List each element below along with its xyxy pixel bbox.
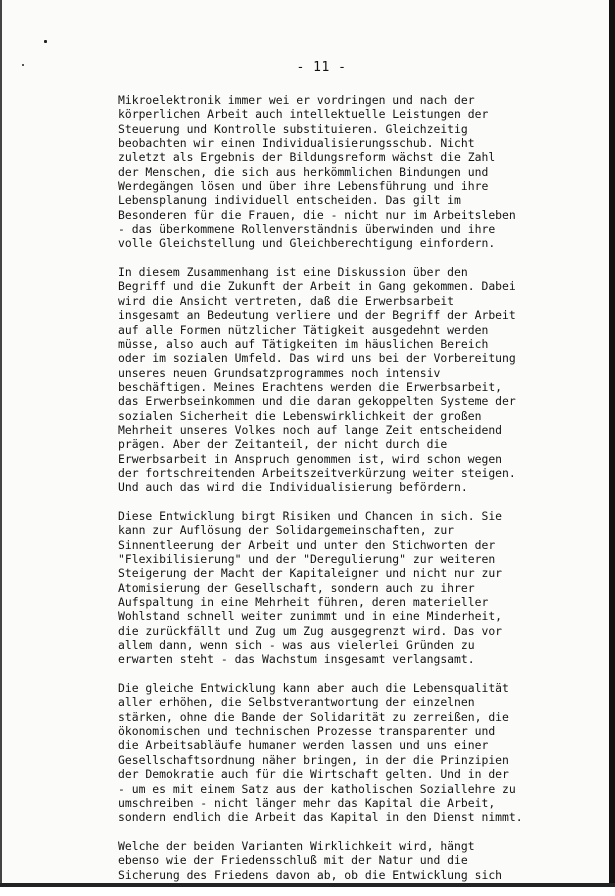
scan-right-edge — [609, 0, 615, 887]
text-line: allem dann, wenn sich - was aus vielerlei Gründen zu — [118, 638, 475, 653]
text-line: müsse, also auch auf Tätigkeiten im häuslichen Bereich — [118, 336, 489, 351]
text-line: sondern endlich die Arbeit das Kapital in den Dienst nimmt. — [118, 810, 523, 825]
text-line: Werdegängen lösen und über ihre Lebensführung und ihre — [118, 179, 489, 194]
text-line: Gesellschaftsordnung näher bringen, in der die Prinzipien — [118, 752, 509, 767]
text-line: erwarten steht - das Wachstum insgesamt verlangsamt. — [118, 652, 475, 667]
text-line: - um es mit einem Satz aus der katholischen Soziallehre zu — [118, 781, 516, 796]
text-line: Erwerbsarbeit in Anspruch genommen ist, wird schon wegen — [118, 451, 503, 466]
text-line: Begriff und die Zukunft der Arbeit in Gang gekommen. Dabei — [118, 279, 516, 294]
text-line: Welche der beiden Varianten Wirklichkeit wird, hängt — [118, 838, 475, 853]
text-line: "Flexibilisierung" und der "Deregulierung" zur weiteren — [118, 552, 496, 566]
text-line: das Erwerbseinkommen und die daran gekoppelten Systeme der — [118, 394, 516, 409]
text-line: prägen. Aber der Zeitanteil, der nicht durch die — [118, 437, 448, 452]
paragraph — [118, 93, 558, 251]
text-line: Aufspaltung in eine Mehrheit führen, deren materieller — [118, 595, 489, 610]
text-line: Steigerung der Macht der Kapitaleigner und nicht nur zur — [118, 566, 503, 581]
text-line: ebenso wie der Friedensschluß mit der Natur und die — [118, 853, 468, 868]
document-body — [118, 93, 558, 896]
text-line: In diesem Zusammenhang ist eine Diskussion über den — [118, 265, 468, 280]
text-line: Besonderen für die Frauen, die - nicht nur im Arbeitsleben — [118, 207, 516, 222]
text-line: Wohlstand schnell weiter zunimmt und in eine Minderheit, — [118, 609, 503, 624]
paragraph — [118, 839, 558, 882]
text-line: der fortschreitenden Arbeitszeitverkürzung weiter steigen. — [118, 465, 516, 480]
text-line: Diese Entwicklung birgt Risiken und Chancen in sich. Sie — [118, 508, 503, 523]
text-line: - das überkommene Rollenverständnis überwinden und ihre — [118, 222, 496, 237]
text-line: Lebensplanung individuell entscheiden. Das gilt im — [118, 193, 461, 208]
paragraph — [118, 265, 558, 495]
text-line: der Menschen, die sich aus herkömmlichen Bindungen und — [118, 164, 489, 179]
text-line: insgesamt an Bedeutung verliere und der Begriff der Arbeit — [118, 308, 516, 323]
text-line: körperlichen Arbeit auch intellektuelle Leistungen der — [118, 107, 489, 122]
page-number: - 11 - — [296, 60, 347, 75]
paragraph — [118, 681, 558, 824]
text-line: beobachten wir einen Individualisierungsschub. Nicht — [118, 136, 475, 151]
text-line: sozialen Sicherheit die Lebenswirklichkeit der großen — [118, 408, 482, 423]
paragraph — [118, 509, 558, 667]
scan-left-edge — [0, 0, 2, 887]
text-line: wird die Ansicht vertreten, daß die Erwerbsarbeit — [118, 293, 455, 308]
text-line: aller erhöhen, die Selbstverantwortung der einzelnen — [118, 695, 475, 710]
text-line: der Demokratie auch für die Wirtschaft gelten. Und in der — [118, 767, 509, 782]
text-line: ökonomischen und technischen Prozesse transparenter und — [118, 724, 496, 739]
text-line: oder im sozialen Umfeld. Das wird uns bei der Vorbereitung — [118, 351, 516, 366]
text-line: kann zur Auflösung der Solidargemeinschaften, zur — [118, 523, 455, 538]
text-line: Sinnentleerung der Arbeit und unter den Stichworten der — [118, 537, 496, 552]
text-line: Sicherung des Friedens davon ab, ob die Entwicklung sich — [118, 867, 503, 882]
scan-speck — [44, 40, 47, 43]
text-line: umschreiben - nicht länger mehr das Kapital die Arbeit, — [118, 795, 496, 810]
text-line: zuletzt als Ergebnis der Bildungsreform wächst die Zahl — [118, 150, 496, 165]
text-line: volle Gleichstellung und Gleichberechtigung einfordern. — [118, 236, 496, 251]
text-line: auf alle Formen nützlicher Tätigkeit ausgedehnt werden — [118, 322, 489, 337]
text-line: die zurückfällt und Zug um Zug ausgegrenzt wird. Das vor — [118, 623, 503, 638]
text-line: Die gleiche Entwicklung kann aber auch die Lebensqualität — [118, 681, 509, 696]
text-line: beschäftigen. Meines Erachtens werden die Erwerbsarbeit, — [118, 379, 503, 394]
text-line: stärken, ohne die Bande der Solidarität zu zerreißen, die — [118, 709, 509, 724]
text-line: Mikroelektronik immer wei er vordringen und nach der — [118, 93, 475, 107]
text-line: Steuerung und Kontrolle substituieren. Gleichzeitig — [118, 121, 468, 136]
text-line: die Arbeitsabläufe humaner werden lassen und uns einer — [118, 738, 489, 753]
text-line: Mehrheit unseres Volkes noch auf lange Zeit entscheidend — [118, 422, 503, 437]
text-line: unseres neuen Grundsatzprogrammes noch intensiv — [118, 365, 441, 380]
text-line: Und auch das wird die Individualisierung befördern. — [118, 480, 468, 495]
text-line: Atomisierung der Gesellschaft, sondern auch zu ihrer — [118, 580, 475, 595]
